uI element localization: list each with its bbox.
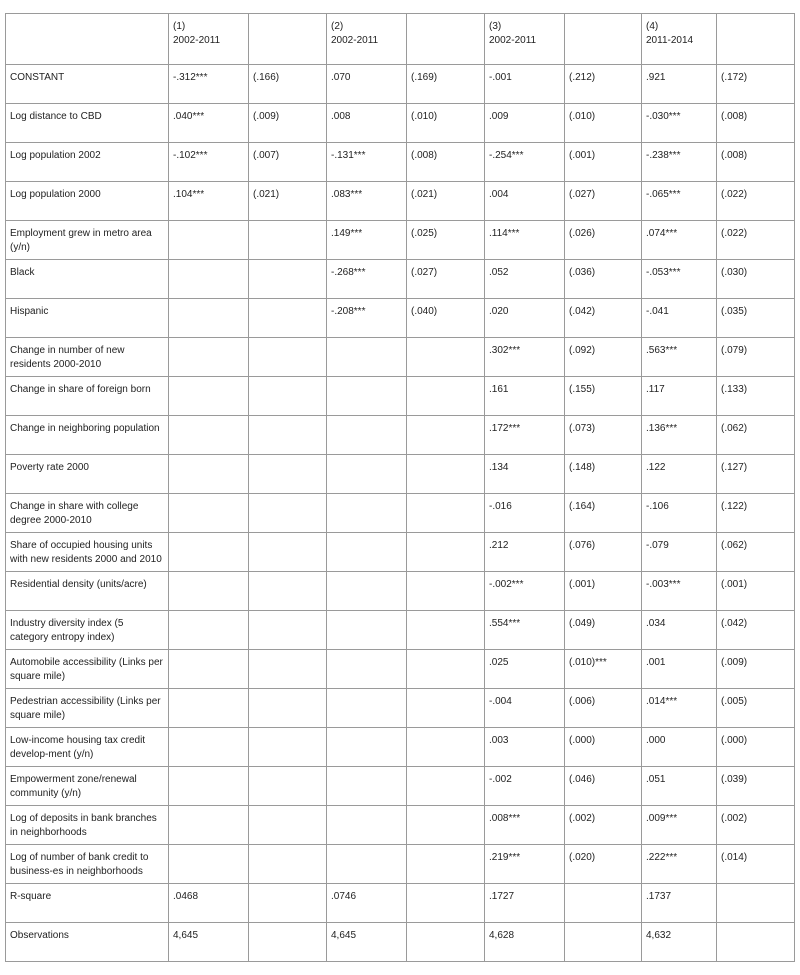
coefficient-cell: -.238*** [642, 143, 717, 182]
table-body [6, 14, 795, 962]
std-error-cell: (.036) [565, 260, 642, 299]
coefficient-cell: -.268*** [327, 260, 407, 299]
std-error-cell: (.122) [717, 494, 795, 533]
std-error-cell [407, 611, 485, 650]
coefficient-cell: -.312*** [169, 65, 249, 104]
std-error-cell: (.169) [407, 65, 485, 104]
row-label: Share of occupied housing units with new residents 2000 and 2010 [6, 533, 169, 572]
row-label: Change in neighboring population [6, 416, 169, 455]
std-error-cell [407, 767, 485, 806]
std-error-cell: (.002) [565, 806, 642, 845]
table-row [6, 338, 795, 377]
coefficient-cell [169, 845, 249, 884]
std-error-cell [565, 923, 642, 962]
coefficient-cell: .083*** [327, 182, 407, 221]
coefficient-cell: .020 [485, 299, 565, 338]
table-row [6, 299, 795, 338]
std-error-cell [249, 494, 327, 533]
coefficient-cell: .014*** [642, 689, 717, 728]
header-row [6, 14, 795, 65]
coefficient-cell: .034 [642, 611, 717, 650]
std-error-cell: (.039) [717, 767, 795, 806]
std-error-cell [717, 923, 795, 962]
std-error-cell: (.021) [249, 182, 327, 221]
table-row [6, 65, 795, 104]
coefficient-cell [169, 650, 249, 689]
std-error-cell: (.164) [565, 494, 642, 533]
std-error-cell: (.000) [565, 728, 642, 767]
std-error-cell: (.148) [565, 455, 642, 494]
std-error-cell: (.020) [565, 845, 642, 884]
regression-table [5, 13, 795, 962]
row-label: Change in number of new residents 2000-2010 [6, 338, 169, 377]
coefficient-cell: -.041 [642, 299, 717, 338]
coefficient-cell: -.102*** [169, 143, 249, 182]
std-error-cell: (.040) [407, 299, 485, 338]
table-row [6, 260, 795, 299]
row-label: Black [6, 260, 169, 299]
coefficient-cell: .172*** [485, 416, 565, 455]
std-error-cell: (.008) [407, 143, 485, 182]
column-number: (2) [331, 21, 344, 32]
coefficient-cell: .563*** [642, 338, 717, 377]
std-error-cell [717, 884, 795, 923]
std-error-cell: (.021) [407, 182, 485, 221]
column-years: 2002-2011 [331, 35, 379, 46]
coefficient-cell [169, 455, 249, 494]
coefficient-cell: .040*** [169, 104, 249, 143]
coefficient-cell: .1737 [642, 884, 717, 923]
coefficient-cell [169, 338, 249, 377]
row-label: Employment grew in metro area (y/n) [6, 221, 169, 260]
row-label: Hispanic [6, 299, 169, 338]
std-error-cell: (.030) [717, 260, 795, 299]
coefficient-cell [327, 533, 407, 572]
std-error-cell: (.027) [407, 260, 485, 299]
std-error-cell [249, 806, 327, 845]
std-error-cell [249, 572, 327, 611]
header-blank-cell [6, 14, 169, 65]
std-error-cell [249, 299, 327, 338]
row-label: Industry diversity index (5 category entropy index) [6, 611, 169, 650]
std-error-cell [407, 845, 485, 884]
coefficient-cell: 4,645 [327, 923, 407, 962]
coefficient-cell: -.030*** [642, 104, 717, 143]
row-label: Low-income housing tax credit develop-ment (y/n) [6, 728, 169, 767]
std-error-cell [407, 572, 485, 611]
table-row [6, 572, 795, 611]
std-error-cell: (.073) [565, 416, 642, 455]
column-years: 2002-2011 [173, 35, 221, 46]
coefficient-cell: .117 [642, 377, 717, 416]
coefficient-cell [169, 611, 249, 650]
header-se-cell [717, 14, 795, 65]
std-error-cell [407, 377, 485, 416]
coefficient-cell: .0746 [327, 884, 407, 923]
table-row [6, 494, 795, 533]
std-error-cell: (.076) [565, 533, 642, 572]
std-error-cell [249, 416, 327, 455]
column-number: (4) [646, 21, 659, 32]
std-error-cell [249, 455, 327, 494]
coefficient-cell: .009*** [642, 806, 717, 845]
coefficient-cell [327, 572, 407, 611]
coefficient-cell [327, 494, 407, 533]
coefficient-cell: -.254*** [485, 143, 565, 182]
coefficient-cell: .122 [642, 455, 717, 494]
row-label: Observations [6, 923, 169, 962]
std-error-cell: (.062) [717, 533, 795, 572]
table-row [6, 104, 795, 143]
coefficient-cell [327, 845, 407, 884]
std-error-cell: (.212) [565, 65, 642, 104]
header-se-cell [407, 14, 485, 65]
std-error-cell: (.022) [717, 182, 795, 221]
coefficient-cell: 4,632 [642, 923, 717, 962]
header-col-3 [485, 14, 565, 65]
std-error-cell [249, 260, 327, 299]
row-label: Log population 2002 [6, 143, 169, 182]
row-label: Change in share with college degree 2000-2010 [6, 494, 169, 533]
std-error-cell [407, 689, 485, 728]
row-label: Poverty rate 2000 [6, 455, 169, 494]
coefficient-cell [169, 221, 249, 260]
std-error-cell: (.155) [565, 377, 642, 416]
std-error-cell: (.001) [717, 572, 795, 611]
std-error-cell: (.009) [249, 104, 327, 143]
table-row [6, 377, 795, 416]
table-row [6, 884, 795, 923]
coefficient-cell: .921 [642, 65, 717, 104]
coefficient-cell [327, 338, 407, 377]
coefficient-cell [327, 767, 407, 806]
std-error-cell [407, 650, 485, 689]
coefficient-cell [169, 260, 249, 299]
std-error-cell [407, 923, 485, 962]
table-row [6, 689, 795, 728]
coefficient-cell: .114*** [485, 221, 565, 260]
std-error-cell: (.014) [717, 845, 795, 884]
std-error-cell: (.010) [407, 104, 485, 143]
header-se-cell [249, 14, 327, 65]
column-number: (3) [489, 21, 502, 32]
coefficient-cell [169, 689, 249, 728]
coefficient-cell [327, 728, 407, 767]
coefficient-cell: .104*** [169, 182, 249, 221]
coefficient-cell: .000 [642, 728, 717, 767]
std-error-cell [407, 416, 485, 455]
coefficient-cell: .149*** [327, 221, 407, 260]
std-error-cell: (.172) [717, 65, 795, 104]
table-row [6, 650, 795, 689]
std-error-cell: (.007) [249, 143, 327, 182]
coefficient-cell: -.016 [485, 494, 565, 533]
std-error-cell: (.079) [717, 338, 795, 377]
coefficient-cell: -.065*** [642, 182, 717, 221]
std-error-cell [249, 767, 327, 806]
coefficient-cell: .219*** [485, 845, 565, 884]
std-error-cell: (.026) [565, 221, 642, 260]
std-error-cell [249, 338, 327, 377]
coefficient-cell [327, 650, 407, 689]
coefficient-cell: -.131*** [327, 143, 407, 182]
coefficient-cell: .074*** [642, 221, 717, 260]
std-error-cell [249, 884, 327, 923]
header-col-1 [169, 14, 249, 65]
coefficient-cell: .003 [485, 728, 565, 767]
std-error-cell: (.133) [717, 377, 795, 416]
row-label: Log population 2000 [6, 182, 169, 221]
coefficient-cell: .0468 [169, 884, 249, 923]
coefficient-cell: -.079 [642, 533, 717, 572]
coefficient-cell: .161 [485, 377, 565, 416]
coefficient-cell: -.001 [485, 65, 565, 104]
coefficient-cell: .052 [485, 260, 565, 299]
header-col-4 [642, 14, 717, 65]
coefficient-cell [169, 806, 249, 845]
coefficient-cell [327, 416, 407, 455]
row-label: Log distance to CBD [6, 104, 169, 143]
coefficient-cell [169, 767, 249, 806]
std-error-cell: (.025) [407, 221, 485, 260]
std-error-cell: (.046) [565, 767, 642, 806]
table-row [6, 806, 795, 845]
coefficient-cell: .004 [485, 182, 565, 221]
std-error-cell: (.022) [717, 221, 795, 260]
coefficient-cell [169, 572, 249, 611]
std-error-cell [407, 533, 485, 572]
coefficient-cell: .554*** [485, 611, 565, 650]
table-row [6, 845, 795, 884]
std-error-cell [249, 221, 327, 260]
std-error-cell [407, 728, 485, 767]
coefficient-cell: .008*** [485, 806, 565, 845]
table-row [6, 455, 795, 494]
std-error-cell: (.042) [565, 299, 642, 338]
coefficient-cell: .051 [642, 767, 717, 806]
table-row [6, 221, 795, 260]
table-row [6, 767, 795, 806]
table-row [6, 182, 795, 221]
std-error-cell: (.127) [717, 455, 795, 494]
std-error-cell: (.010)*** [565, 650, 642, 689]
header-col-2 [327, 14, 407, 65]
row-label: Automobile accessibility (Links per square mile) [6, 650, 169, 689]
coefficient-cell: .001 [642, 650, 717, 689]
std-error-cell: (.006) [565, 689, 642, 728]
coefficient-cell [169, 416, 249, 455]
std-error-cell [407, 494, 485, 533]
std-error-cell: (.008) [717, 104, 795, 143]
table-row [6, 728, 795, 767]
coefficient-cell [169, 728, 249, 767]
std-error-cell [249, 845, 327, 884]
std-error-cell [249, 377, 327, 416]
coefficient-cell [327, 689, 407, 728]
coefficient-cell [327, 611, 407, 650]
coefficient-cell [327, 455, 407, 494]
row-label: Residential density (units/acre) [6, 572, 169, 611]
coefficient-cell [169, 494, 249, 533]
std-error-cell: (.009) [717, 650, 795, 689]
row-label: Empowerment zone/renewal community (y/n) [6, 767, 169, 806]
coefficient-cell: 4,628 [485, 923, 565, 962]
coefficient-cell: -.053*** [642, 260, 717, 299]
std-error-cell: (.035) [717, 299, 795, 338]
std-error-cell: (.049) [565, 611, 642, 650]
coefficient-cell: .008 [327, 104, 407, 143]
row-label: Log of number of bank credit to business-es in neighborhoods [6, 845, 169, 884]
coefficient-cell [169, 533, 249, 572]
coefficient-cell: -.003*** [642, 572, 717, 611]
std-error-cell: (.001) [565, 143, 642, 182]
row-label: Log of deposits in bank branches in neighborhoods [6, 806, 169, 845]
coefficient-cell [169, 299, 249, 338]
table-row [6, 143, 795, 182]
column-years: 2011-2014 [646, 35, 694, 46]
row-label: Change in share of foreign born [6, 377, 169, 416]
row-label: CONSTANT [6, 65, 169, 104]
std-error-cell [249, 650, 327, 689]
row-label: R-square [6, 884, 169, 923]
std-error-cell [407, 338, 485, 377]
coefficient-cell: .222*** [642, 845, 717, 884]
std-error-cell [407, 455, 485, 494]
std-error-cell: (.002) [717, 806, 795, 845]
coefficient-cell: -.002*** [485, 572, 565, 611]
std-error-cell: (.001) [565, 572, 642, 611]
header-se-cell [565, 14, 642, 65]
std-error-cell [249, 689, 327, 728]
coefficient-cell: .070 [327, 65, 407, 104]
coefficient-cell: -.106 [642, 494, 717, 533]
column-years: 2002-2011 [489, 35, 537, 46]
std-error-cell [249, 533, 327, 572]
coefficient-cell: .009 [485, 104, 565, 143]
coefficient-cell: -.004 [485, 689, 565, 728]
regression-table-container [5, 13, 795, 962]
std-error-cell [407, 806, 485, 845]
coefficient-cell [327, 377, 407, 416]
std-error-cell: (.166) [249, 65, 327, 104]
std-error-cell [407, 884, 485, 923]
std-error-cell: (.042) [717, 611, 795, 650]
row-label: Pedestrian accessibility (Links per square mile) [6, 689, 169, 728]
coefficient-cell: .212 [485, 533, 565, 572]
std-error-cell [249, 923, 327, 962]
coefficient-cell: -.208*** [327, 299, 407, 338]
coefficient-cell [169, 377, 249, 416]
coefficient-cell [327, 806, 407, 845]
std-error-cell [249, 728, 327, 767]
table-row [6, 416, 795, 455]
coefficient-cell: .136*** [642, 416, 717, 455]
coefficient-cell: .1727 [485, 884, 565, 923]
std-error-cell: (.000) [717, 728, 795, 767]
std-error-cell: (.062) [717, 416, 795, 455]
std-error-cell: (.027) [565, 182, 642, 221]
std-error-cell [249, 611, 327, 650]
std-error-cell: (.092) [565, 338, 642, 377]
coefficient-cell: .025 [485, 650, 565, 689]
coefficient-cell: .134 [485, 455, 565, 494]
std-error-cell: (.005) [717, 689, 795, 728]
std-error-cell: (.010) [565, 104, 642, 143]
column-number: (1) [173, 21, 186, 32]
table-row [6, 923, 795, 962]
coefficient-cell: .302*** [485, 338, 565, 377]
coefficient-cell: -.002 [485, 767, 565, 806]
table-row [6, 533, 795, 572]
std-error-cell [565, 884, 642, 923]
table-row [6, 611, 795, 650]
coefficient-cell: 4,645 [169, 923, 249, 962]
std-error-cell: (.008) [717, 143, 795, 182]
